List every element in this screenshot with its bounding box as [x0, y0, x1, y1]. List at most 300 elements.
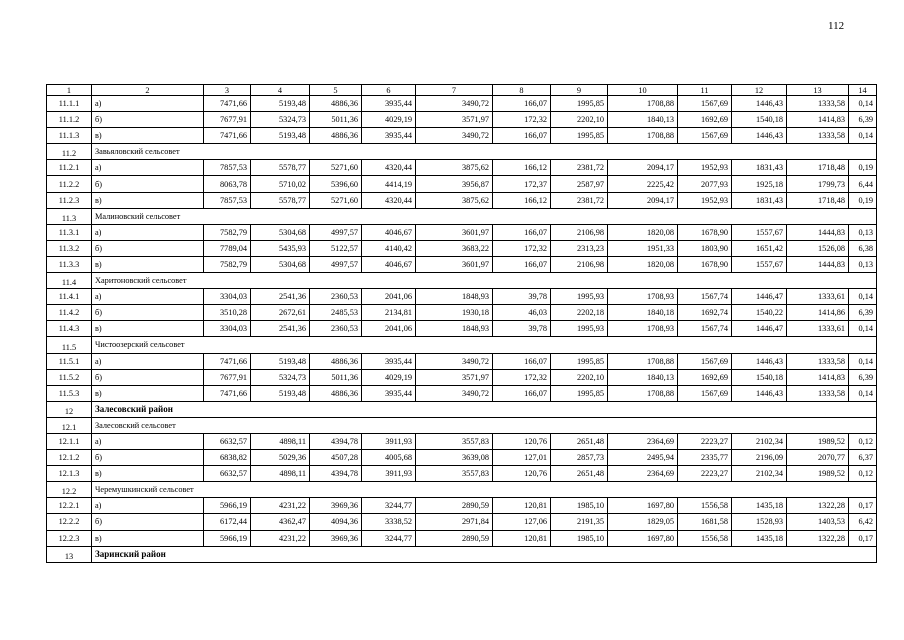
row-code: 11.2.3 [47, 192, 92, 208]
row-code: 12.1.3 [47, 466, 92, 482]
header-row [47, 85, 877, 96]
value-cell: 1820,08 [608, 256, 678, 272]
table-row [47, 466, 877, 482]
value-cell: 4394,78 [310, 433, 362, 449]
column-header: 9 [551, 85, 608, 96]
settlement-name: Залесовский сельсовет [92, 417, 877, 433]
value-cell: 1333,58 [787, 353, 849, 369]
value-cell: 5011,36 [310, 369, 362, 385]
value-cell: 1567,69 [678, 96, 732, 112]
value-cell: 2381,72 [551, 192, 608, 208]
value-cell: 3244,77 [362, 498, 416, 514]
value-cell: 2106,98 [551, 256, 608, 272]
value-cell: 1403,53 [787, 514, 849, 530]
table-row [47, 450, 877, 466]
value-cell: 7471,66 [204, 128, 251, 144]
value-cell: 3875,62 [416, 192, 493, 208]
value-cell: 3338,52 [362, 514, 416, 530]
row-variant: в) [92, 256, 204, 272]
table-row [47, 289, 877, 305]
row-variant: а) [92, 289, 204, 305]
value-cell: 1995,93 [551, 289, 608, 305]
value-cell: 8063,78 [204, 176, 251, 192]
value-cell: 3956,87 [416, 176, 493, 192]
value-cell: 3601,97 [416, 224, 493, 240]
row-variant: а) [92, 433, 204, 449]
page-number: 112 [828, 20, 845, 32]
row-code: 11.3.2 [47, 240, 92, 256]
value-cell: 127,01 [493, 450, 551, 466]
value-cell: 1446,47 [732, 321, 787, 337]
row-variant: в) [92, 192, 204, 208]
row-code: 12.2 [47, 482, 92, 498]
table-row [47, 224, 877, 240]
value-cell: 0,19 [849, 192, 877, 208]
row-code: 11.1.2 [47, 112, 92, 128]
value-cell: 0,13 [849, 224, 877, 240]
value-cell: 1540,18 [732, 369, 787, 385]
value-cell: 1651,42 [732, 240, 787, 256]
row-variant: б) [92, 240, 204, 256]
value-cell: 1567,69 [678, 128, 732, 144]
column-header: 11 [678, 85, 732, 96]
value-cell: 4886,36 [310, 353, 362, 369]
value-cell: 7471,66 [204, 96, 251, 112]
value-cell: 2225,42 [608, 176, 678, 192]
value-cell: 1708,88 [608, 353, 678, 369]
value-cell: 4898,11 [251, 433, 310, 449]
value-cell: 166,12 [493, 160, 551, 176]
value-cell: 1414,86 [787, 305, 849, 321]
row-variant: а) [92, 160, 204, 176]
value-cell: 0,14 [849, 353, 877, 369]
value-cell: 1556,58 [678, 530, 732, 546]
value-cell: 166,07 [493, 128, 551, 144]
row-code: 12.2.2 [47, 514, 92, 530]
row-code: 12.2.3 [47, 530, 92, 546]
value-cell: 2672,61 [251, 305, 310, 321]
value-cell: 5966,19 [204, 530, 251, 546]
value-cell: 3490,72 [416, 385, 493, 401]
value-cell: 5193,48 [251, 353, 310, 369]
settlement-row [47, 417, 877, 433]
value-cell: 1718,48 [787, 192, 849, 208]
value-cell: 1985,10 [551, 498, 608, 514]
value-cell: 4231,22 [251, 498, 310, 514]
value-cell: 1333,58 [787, 96, 849, 112]
value-cell: 1567,74 [678, 289, 732, 305]
value-cell: 2070,77 [787, 450, 849, 466]
row-variant: б) [92, 369, 204, 385]
row-code: 12.1.1 [47, 433, 92, 449]
value-cell: 4886,36 [310, 385, 362, 401]
value-cell: 1925,18 [732, 176, 787, 192]
settlement-row [47, 144, 877, 160]
value-cell: 166,07 [493, 224, 551, 240]
value-cell: 5324,73 [251, 369, 310, 385]
value-cell: 7857,53 [204, 160, 251, 176]
row-variant: в) [92, 466, 204, 482]
value-cell: 2041,06 [362, 289, 416, 305]
value-cell: 4140,42 [362, 240, 416, 256]
value-cell: 3304,03 [204, 289, 251, 305]
table-row [47, 192, 877, 208]
value-cell: 1567,74 [678, 321, 732, 337]
value-cell: 166,07 [493, 385, 551, 401]
value-cell: 2223,27 [678, 466, 732, 482]
row-code: 11.5.1 [47, 353, 92, 369]
value-cell: 2202,10 [551, 369, 608, 385]
column-header: 2 [92, 85, 204, 96]
table-row [47, 112, 877, 128]
row-code: 11.1.3 [47, 128, 92, 144]
value-cell: 1829,05 [608, 514, 678, 530]
value-cell: 0,19 [849, 160, 877, 176]
column-header: 14 [849, 85, 877, 96]
value-cell: 39,78 [493, 289, 551, 305]
value-cell: 4094,36 [310, 514, 362, 530]
table-row [47, 160, 877, 176]
value-cell: 172,37 [493, 176, 551, 192]
value-cell: 1540,18 [732, 112, 787, 128]
value-cell: 1446,43 [732, 96, 787, 112]
value-cell: 1322,28 [787, 498, 849, 514]
district-row [47, 401, 877, 417]
value-cell: 1446,47 [732, 289, 787, 305]
row-code: 11.4 [47, 273, 92, 289]
value-cell: 1446,43 [732, 385, 787, 401]
value-cell: 7582,79 [204, 256, 251, 272]
value-cell: 1708,93 [608, 321, 678, 337]
value-cell: 3911,93 [362, 466, 416, 482]
district-row [47, 546, 877, 562]
value-cell: 6,39 [849, 112, 877, 128]
value-cell: 2202,18 [551, 305, 608, 321]
value-cell: 4414,19 [362, 176, 416, 192]
row-code: 12.1 [47, 417, 92, 433]
value-cell: 2196,09 [732, 450, 787, 466]
row-variant: б) [92, 305, 204, 321]
value-cell: 7857,53 [204, 192, 251, 208]
value-cell: 1985,10 [551, 530, 608, 546]
value-cell: 4362,47 [251, 514, 310, 530]
value-cell: 2541,36 [251, 289, 310, 305]
value-cell: 5435,93 [251, 240, 310, 256]
value-cell: 3510,28 [204, 305, 251, 321]
value-cell: 1692,69 [678, 369, 732, 385]
value-cell: 2223,27 [678, 433, 732, 449]
value-cell: 6,39 [849, 305, 877, 321]
value-cell: 1446,43 [732, 353, 787, 369]
value-cell: 3969,36 [310, 498, 362, 514]
value-cell: 4886,36 [310, 128, 362, 144]
value-cell: 5271,60 [310, 160, 362, 176]
value-cell: 1708,93 [608, 289, 678, 305]
value-cell: 1952,93 [678, 160, 732, 176]
value-cell: 2106,98 [551, 224, 608, 240]
value-cell: 4029,19 [362, 369, 416, 385]
table-row [47, 256, 877, 272]
row-variant: в) [92, 321, 204, 337]
value-cell: 1444,83 [787, 224, 849, 240]
value-cell: 2202,10 [551, 112, 608, 128]
row-variant: б) [92, 514, 204, 530]
value-cell: 5011,36 [310, 112, 362, 128]
value-cell: 2134,81 [362, 305, 416, 321]
row-variant: а) [92, 353, 204, 369]
value-cell: 2890,59 [416, 498, 493, 514]
value-cell: 1840,13 [608, 369, 678, 385]
value-cell: 5304,68 [251, 224, 310, 240]
row-code: 12.2.1 [47, 498, 92, 514]
value-cell: 5193,48 [251, 96, 310, 112]
value-cell: 3683,22 [416, 240, 493, 256]
settlement-row [47, 273, 877, 289]
value-cell: 2102,34 [732, 433, 787, 449]
value-cell: 0,17 [849, 498, 877, 514]
row-code: 12 [47, 401, 92, 417]
value-cell: 5966,19 [204, 498, 251, 514]
value-cell: 4029,19 [362, 112, 416, 128]
row-code: 11.4.2 [47, 305, 92, 321]
value-cell: 1556,58 [678, 498, 732, 514]
table-row [47, 433, 877, 449]
value-cell: 1681,58 [678, 514, 732, 530]
value-cell: 1435,18 [732, 498, 787, 514]
value-cell: 1333,61 [787, 289, 849, 305]
value-cell: 1708,88 [608, 385, 678, 401]
value-cell: 1848,93 [416, 321, 493, 337]
value-cell: 4005,68 [362, 450, 416, 466]
row-code: 11.3 [47, 208, 92, 224]
row-code: 11.4.1 [47, 289, 92, 305]
value-cell: 1952,93 [678, 192, 732, 208]
row-variant: а) [92, 96, 204, 112]
value-cell: 1995,85 [551, 385, 608, 401]
value-cell: 1557,67 [732, 224, 787, 240]
value-cell: 1930,18 [416, 305, 493, 321]
value-cell: 1989,52 [787, 466, 849, 482]
value-cell: 4394,78 [310, 466, 362, 482]
value-cell: 3911,93 [362, 433, 416, 449]
value-cell: 172,32 [493, 369, 551, 385]
value-cell: 1848,93 [416, 289, 493, 305]
value-cell: 1692,69 [678, 112, 732, 128]
column-header: 4 [251, 85, 310, 96]
value-cell: 1446,43 [732, 128, 787, 144]
district-name: Заринский район [92, 546, 877, 562]
value-cell: 3935,44 [362, 128, 416, 144]
value-cell: 1831,43 [732, 160, 787, 176]
value-cell: 2313,23 [551, 240, 608, 256]
row-variant: б) [92, 450, 204, 466]
value-cell: 4046,67 [362, 256, 416, 272]
value-cell: 2381,72 [551, 160, 608, 176]
value-cell: 3571,97 [416, 112, 493, 128]
value-cell: 120,76 [493, 433, 551, 449]
value-cell: 1435,18 [732, 530, 787, 546]
value-cell: 1697,80 [608, 498, 678, 514]
value-cell: 2651,48 [551, 433, 608, 449]
row-code: 11.5.3 [47, 385, 92, 401]
value-cell: 1799,73 [787, 176, 849, 192]
value-cell: 0,12 [849, 433, 877, 449]
value-cell: 7677,91 [204, 369, 251, 385]
value-cell: 6632,57 [204, 466, 251, 482]
settlement-row [47, 208, 877, 224]
value-cell: 6838,82 [204, 450, 251, 466]
value-cell: 1414,83 [787, 112, 849, 128]
value-cell: 1526,08 [787, 240, 849, 256]
value-cell: 5578,77 [251, 160, 310, 176]
table-row [47, 96, 877, 112]
value-cell: 166,07 [493, 256, 551, 272]
row-code: 11.5 [47, 337, 92, 353]
row-code: 11.2 [47, 144, 92, 160]
value-cell: 2971,84 [416, 514, 493, 530]
value-cell: 46,03 [493, 305, 551, 321]
row-variant: а) [92, 224, 204, 240]
value-cell: 2364,69 [608, 466, 678, 482]
value-cell: 1803,90 [678, 240, 732, 256]
column-header: 8 [493, 85, 551, 96]
value-cell: 5324,73 [251, 112, 310, 128]
value-cell: 172,32 [493, 240, 551, 256]
row-code: 13 [47, 546, 92, 562]
settlement-name: Харитоновский сельсовет [92, 273, 877, 289]
value-cell: 0,13 [849, 256, 877, 272]
value-cell: 6,44 [849, 176, 877, 192]
value-cell: 1333,61 [787, 321, 849, 337]
value-cell: 1567,69 [678, 385, 732, 401]
value-cell: 120,76 [493, 466, 551, 482]
value-cell: 1995,85 [551, 353, 608, 369]
value-cell: 166,07 [493, 353, 551, 369]
column-header: 5 [310, 85, 362, 96]
value-cell: 6,38 [849, 240, 877, 256]
row-code: 11.3.3 [47, 256, 92, 272]
value-cell: 6172,44 [204, 514, 251, 530]
value-cell: 4231,22 [251, 530, 310, 546]
value-cell: 2890,59 [416, 530, 493, 546]
value-cell: 2485,53 [310, 305, 362, 321]
value-cell: 1444,83 [787, 256, 849, 272]
column-header: 12 [732, 85, 787, 96]
table-row [47, 128, 877, 144]
value-cell: 3304,03 [204, 321, 251, 337]
value-cell: 4320,44 [362, 192, 416, 208]
column-header: 6 [362, 85, 416, 96]
value-cell: 4046,67 [362, 224, 416, 240]
value-cell: 39,78 [493, 321, 551, 337]
value-cell: 5578,77 [251, 192, 310, 208]
district-name: Залесовский район [92, 401, 877, 417]
value-cell: 4886,36 [310, 96, 362, 112]
value-cell: 1840,18 [608, 305, 678, 321]
value-cell: 1333,58 [787, 385, 849, 401]
value-cell: 5193,48 [251, 385, 310, 401]
value-cell: 3557,83 [416, 433, 493, 449]
table-row [47, 498, 877, 514]
value-cell: 3639,08 [416, 450, 493, 466]
value-cell: 0,12 [849, 466, 877, 482]
value-cell: 1831,43 [732, 192, 787, 208]
row-variant: б) [92, 176, 204, 192]
value-cell: 4997,57 [310, 224, 362, 240]
row-variant: б) [92, 112, 204, 128]
value-cell: 5029,36 [251, 450, 310, 466]
value-cell: 2335,77 [678, 450, 732, 466]
value-cell: 1840,13 [608, 112, 678, 128]
value-cell: 0,17 [849, 530, 877, 546]
table-row [47, 530, 877, 546]
value-cell: 4320,44 [362, 160, 416, 176]
value-cell: 2541,36 [251, 321, 310, 337]
value-cell: 1540,22 [732, 305, 787, 321]
row-code: 11.1.1 [47, 96, 92, 112]
settlement-row [47, 337, 877, 353]
table-row [47, 240, 877, 256]
row-code: 11.2.1 [47, 160, 92, 176]
value-cell: 1692,74 [678, 305, 732, 321]
value-cell: 6,42 [849, 514, 877, 530]
value-cell: 127,06 [493, 514, 551, 530]
value-cell: 0,14 [849, 385, 877, 401]
value-cell: 4898,11 [251, 466, 310, 482]
value-cell: 2587,97 [551, 176, 608, 192]
value-cell: 3935,44 [362, 96, 416, 112]
row-code: 11.4.3 [47, 321, 92, 337]
value-cell: 3601,97 [416, 256, 493, 272]
value-cell: 2360,53 [310, 289, 362, 305]
value-cell: 5710,02 [251, 176, 310, 192]
value-cell: 1414,83 [787, 369, 849, 385]
value-cell: 2495,94 [608, 450, 678, 466]
value-cell: 0,14 [849, 289, 877, 305]
value-cell: 1718,48 [787, 160, 849, 176]
value-cell: 1708,88 [608, 128, 678, 144]
value-cell: 5304,68 [251, 256, 310, 272]
value-cell: 1678,90 [678, 224, 732, 240]
table-row [47, 176, 877, 192]
value-cell: 166,07 [493, 96, 551, 112]
value-cell: 3969,36 [310, 530, 362, 546]
table-row [47, 353, 877, 369]
table-row [47, 321, 877, 337]
value-cell: 1995,85 [551, 96, 608, 112]
value-cell: 7471,66 [204, 385, 251, 401]
column-header: 1 [47, 85, 92, 96]
value-cell: 1557,67 [732, 256, 787, 272]
value-cell: 6,37 [849, 450, 877, 466]
value-cell: 4507,28 [310, 450, 362, 466]
value-cell: 1528,93 [732, 514, 787, 530]
value-cell: 2651,48 [551, 466, 608, 482]
value-cell: 7677,91 [204, 112, 251, 128]
value-cell: 3490,72 [416, 96, 493, 112]
table-row [47, 305, 877, 321]
settlement-name: Черемушкинский сельсовет [92, 482, 877, 498]
value-cell: 3244,77 [362, 530, 416, 546]
row-code: 11.2.2 [47, 176, 92, 192]
value-cell: 2041,06 [362, 321, 416, 337]
value-cell: 0,14 [849, 96, 877, 112]
value-cell: 3875,62 [416, 160, 493, 176]
row-code: 11.3.1 [47, 224, 92, 240]
row-variant: в) [92, 385, 204, 401]
settlement-row [47, 482, 877, 498]
value-cell: 1951,33 [608, 240, 678, 256]
